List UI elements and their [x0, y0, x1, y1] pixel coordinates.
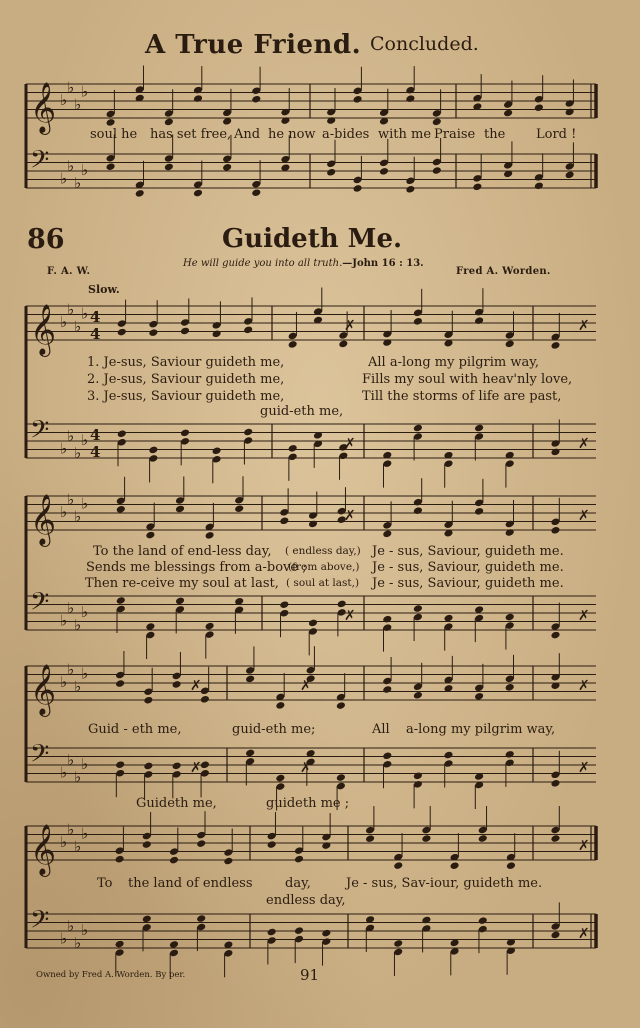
flat-icon: ♭ — [74, 677, 82, 696]
flat-icon: ♭ — [74, 507, 82, 526]
note-head — [205, 531, 215, 540]
hymn-status: Concluded. — [370, 33, 479, 55]
note-head — [393, 939, 403, 948]
flat-icon: ♭ — [60, 313, 68, 331]
flat-icon: ♭ — [74, 317, 82, 336]
note-head — [148, 446, 158, 455]
lyric-word: has set free, — [150, 127, 232, 142]
note-head — [308, 619, 318, 628]
note-head — [288, 340, 298, 349]
bass-clef-icon: 𝄢 — [30, 145, 50, 181]
verse-line: All a-long my pilgrim way, — [368, 355, 540, 370]
note-head — [505, 613, 515, 622]
lyric-word: Lord ! — [536, 127, 577, 142]
note-head — [336, 773, 346, 782]
note-head — [193, 94, 203, 103]
note-head — [379, 167, 389, 176]
verse-line: 3. Je-sus, Saviour guideth me, — [87, 389, 285, 404]
lyric-word: soul he — [90, 127, 138, 142]
note-head — [382, 529, 392, 538]
note-head — [550, 779, 560, 788]
flat-icon: ♭ — [67, 156, 75, 175]
flat-icon: ♭ — [67, 78, 75, 97]
note-head — [413, 691, 423, 700]
rest-icon: ✗ — [578, 435, 590, 452]
bass-clef-icon: 𝄢 — [30, 587, 50, 623]
note-head — [245, 675, 255, 684]
flat-icon: ♭ — [67, 426, 75, 445]
scripture-text: He will guide you into all truth. — [183, 258, 343, 269]
note-head — [413, 604, 423, 613]
treble-clef-icon: 𝄞 — [30, 494, 57, 545]
verse-echo: ( soul at last,) — [286, 577, 360, 589]
rest-icon: ✗ — [344, 507, 356, 524]
treble-clef-icon: 𝄞 — [30, 82, 57, 133]
note-head — [243, 428, 253, 437]
note-head — [180, 429, 190, 438]
note-head — [353, 184, 363, 193]
flat-icon: ♭ — [60, 833, 68, 851]
rest-icon: ✗ — [190, 677, 202, 694]
note-head — [142, 915, 152, 924]
flat-icon: ♭ — [67, 750, 75, 769]
verse-echo: ( endless day,) — [285, 545, 361, 557]
time-signature: 4 — [90, 308, 101, 327]
verse-line: Sends me blessings from a-bove ; — [86, 560, 307, 575]
note-head — [212, 446, 222, 455]
bass-lyric: Guideth me, — [136, 796, 217, 811]
flat-icon: ♭ — [67, 660, 75, 679]
rest-icon: ✗ — [578, 607, 590, 624]
note-head — [413, 317, 423, 326]
time-signature: 4 — [90, 325, 101, 344]
lyric-word: To — [97, 876, 113, 891]
verse-line: Je - sus, Saviour, guideth me. — [372, 560, 564, 575]
rest-icon: ✗ — [300, 759, 312, 776]
flat-icon: ♭ — [81, 494, 89, 513]
note-head — [279, 516, 289, 525]
bass-clef-icon: 𝄢 — [30, 905, 50, 941]
note-head — [279, 600, 289, 609]
note-head — [175, 597, 185, 606]
note-head — [421, 916, 431, 925]
rest-icon: ✗ — [578, 317, 590, 334]
verse-echo: (from above,) — [288, 561, 360, 573]
bass-clef-icon: 𝄢 — [30, 739, 50, 775]
note-head — [413, 424, 423, 433]
note-head — [142, 840, 152, 849]
note-head — [432, 166, 442, 175]
note-head — [405, 94, 415, 103]
note-head — [382, 685, 392, 694]
flat-icon: ♭ — [60, 503, 68, 521]
note-head — [251, 95, 261, 104]
note-head — [175, 505, 185, 514]
note-head — [117, 429, 127, 438]
note-head — [169, 856, 179, 865]
rest-icon: ✗ — [578, 677, 590, 694]
note-head — [505, 683, 515, 692]
note-head — [115, 855, 125, 864]
note-head — [294, 926, 304, 935]
note-head — [505, 750, 515, 759]
flat-icon: ♭ — [81, 161, 89, 179]
verse-line: 1. Je-sus, Saviour guideth me, — [87, 355, 285, 370]
note-head — [326, 168, 336, 177]
bass-clef-icon: 𝄢 — [30, 415, 50, 451]
flat-icon: ♭ — [81, 431, 89, 449]
lyric-word: Je - sus, Sav-iour, guideth me. — [346, 876, 543, 891]
note-head — [413, 771, 423, 780]
rest-icon: ✗ — [578, 925, 590, 942]
note-head — [432, 117, 442, 126]
lyric-word: Praise — [434, 127, 476, 142]
note-head — [275, 774, 285, 783]
note-head — [135, 189, 145, 198]
page-number: 91 — [300, 966, 320, 984]
rest-icon: ✗ — [344, 317, 356, 334]
note-head — [474, 424, 484, 433]
note-head — [506, 861, 516, 870]
note-head — [382, 751, 392, 760]
rest-icon: ✗ — [578, 837, 590, 854]
verse-line: Fills my soul with heav'nly love, — [362, 372, 573, 387]
note-head — [117, 328, 127, 337]
composer: Fred A. Worden. — [456, 266, 551, 277]
note-head — [338, 340, 348, 349]
flat-icon: ♭ — [74, 173, 82, 192]
time-signature: 4 — [90, 443, 101, 462]
note-head — [550, 931, 560, 940]
lyric-word: And — [234, 127, 261, 142]
note-head — [336, 701, 346, 710]
note-head — [393, 861, 403, 870]
note-head — [288, 444, 298, 453]
flat-icon: ♭ — [67, 490, 75, 509]
verse-line: 2. Je-sus, Saviour guideth me, — [87, 372, 285, 387]
note-head — [267, 928, 277, 937]
note-head — [148, 328, 158, 337]
note-head — [251, 188, 261, 197]
flat-icon: ♭ — [60, 439, 68, 458]
note-head — [478, 916, 488, 925]
note-head — [115, 760, 125, 769]
verse-line: Je - sus, Saviour, guideth me. — [372, 576, 564, 591]
treble-clef-icon: 𝄞 — [30, 304, 57, 355]
note-head — [478, 834, 488, 843]
rest-icon: ✗ — [190, 759, 202, 776]
note-head — [550, 341, 560, 350]
flat-icon: ♭ — [67, 598, 75, 617]
lyric-word: All — [372, 722, 390, 737]
rest-icon: ✗ — [344, 607, 356, 624]
note-head — [164, 163, 174, 172]
note-head — [180, 327, 190, 336]
bass-lyric: guideth me ; — [266, 796, 350, 811]
note-head — [474, 692, 484, 701]
verse-line: To the land of end-less day, — [93, 544, 272, 559]
note-head — [550, 631, 560, 640]
note-head — [565, 108, 575, 117]
flat-icon: ♭ — [60, 929, 68, 948]
lyric-word: he now — [268, 127, 316, 142]
note-head — [353, 95, 363, 104]
hymn-number: 86 — [27, 224, 65, 255]
flat-icon: ♭ — [60, 91, 68, 109]
flat-icon: ♭ — [81, 824, 89, 843]
lyric-word: day, — [285, 876, 311, 891]
hymn-title: A True Friend. — [145, 30, 362, 60]
note-head — [145, 531, 155, 540]
bass-lyric: guid-eth me, — [260, 404, 344, 419]
note-head — [243, 325, 253, 334]
note-head — [275, 701, 285, 710]
flat-icon: ♭ — [74, 95, 82, 114]
note-head — [534, 181, 544, 190]
lyric-word: with me — [378, 127, 432, 142]
flat-icon: ♭ — [81, 304, 89, 323]
lyric-word: the land of endless — [128, 876, 253, 891]
note-head — [550, 526, 560, 535]
note-head — [474, 507, 484, 516]
note-head — [222, 163, 232, 172]
flat-icon: ♭ — [74, 443, 82, 462]
note-head — [116, 505, 126, 514]
flat-icon: ♭ — [81, 664, 89, 683]
lyric-word: Guid - eth me, — [88, 722, 182, 737]
scripture-citation: —John 16 : 13. — [342, 258, 424, 269]
note-head — [321, 929, 331, 938]
note-head — [365, 834, 375, 843]
tempo-marking: Slow. — [88, 283, 120, 296]
note-head — [205, 622, 215, 631]
note-head — [505, 528, 515, 537]
note-head — [196, 914, 206, 923]
flat-icon: ♭ — [81, 921, 89, 939]
flat-icon: ♭ — [60, 611, 68, 630]
copyright-notice: Owned by Fred A. Worden. By per. — [36, 970, 186, 980]
flat-icon: ♭ — [60, 169, 68, 188]
lyric-word: guid-eth me; — [232, 722, 316, 737]
note-head — [164, 118, 174, 127]
flat-icon: ♭ — [74, 615, 82, 634]
treble-clef-icon: 𝄞 — [30, 824, 57, 875]
flat-icon: ♭ — [81, 82, 89, 101]
note-head — [115, 940, 125, 949]
note-head — [413, 506, 423, 515]
bass-lyric: endless day, — [266, 893, 346, 908]
verse-line: Je - sus, Saviour, guideth me. — [372, 544, 564, 559]
note-head — [443, 751, 453, 760]
note-head — [565, 171, 575, 180]
note-head — [245, 749, 255, 758]
lyric-word: a-long my pilgrim way, — [406, 722, 556, 737]
time-signature: 4 — [90, 426, 101, 445]
note-head — [267, 840, 277, 849]
flat-icon: ♭ — [81, 603, 89, 621]
note-head — [116, 596, 126, 605]
note-head — [223, 857, 233, 866]
flat-icon: ♭ — [74, 837, 82, 856]
note-head — [474, 316, 484, 325]
flat-icon: ♭ — [74, 767, 82, 786]
note-head — [505, 339, 515, 348]
note-head — [326, 116, 336, 125]
rest-icon: ✗ — [578, 507, 590, 524]
note-head — [212, 329, 222, 338]
note-head — [172, 680, 182, 689]
note-head — [421, 834, 431, 843]
note-head — [200, 695, 210, 704]
note-head — [234, 504, 244, 513]
note-head — [115, 679, 125, 688]
rest-icon: ✗ — [578, 759, 590, 776]
note-head — [196, 839, 206, 848]
note-head — [450, 861, 460, 870]
flat-icon: ♭ — [81, 755, 89, 773]
lyric-word: a-bides — [322, 127, 370, 142]
lyric-word: the — [484, 127, 506, 142]
verse-line: Till the storms of life are past, — [362, 389, 562, 404]
note-head — [550, 834, 560, 843]
lyricist: F. A. W. — [47, 266, 91, 277]
flat-icon: ♭ — [67, 916, 75, 935]
hymn-title: Guideth Me. — [222, 224, 403, 254]
note-head — [382, 338, 392, 347]
note-head — [550, 448, 560, 457]
note-head — [106, 118, 116, 127]
note-head — [294, 855, 304, 864]
rest-icon: ✗ — [344, 435, 356, 452]
note-head — [308, 520, 318, 529]
flat-icon: ♭ — [67, 820, 75, 839]
scripture-reference — [183, 258, 424, 269]
note-head — [472, 182, 482, 191]
note-head — [405, 185, 415, 194]
note-head — [193, 189, 203, 198]
note-head — [106, 162, 116, 171]
treble-clef-icon: 𝄞 — [30, 664, 57, 715]
flat-icon: ♭ — [60, 763, 68, 782]
flat-icon: ♭ — [60, 673, 68, 691]
note-head — [534, 103, 544, 112]
rest-icon: ✗ — [300, 677, 312, 694]
note-head — [143, 696, 153, 705]
note-head — [382, 615, 392, 624]
flat-icon: ♭ — [74, 933, 82, 952]
flat-icon: ♭ — [67, 300, 75, 319]
note-head — [143, 762, 153, 771]
verse-line: Then re-ceive my soul at last, — [85, 576, 279, 591]
note-head — [172, 761, 182, 770]
